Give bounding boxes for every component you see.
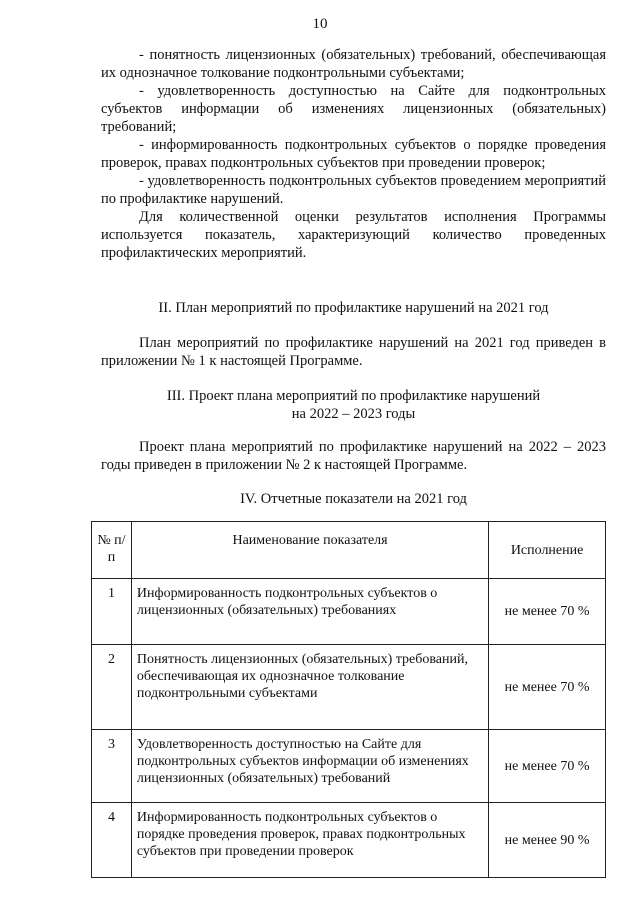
bullet-item: - удовлетворенность подконтрольных субъектов проведением мероприятий по профилактике нарушений. [101, 173, 606, 207]
row-num: 3 [92, 730, 132, 803]
row-name: Удовлетворенность доступностью на Сайте для подконтрольных субъектов информации об изменениях лицензионных (обязательных) требований [131, 730, 488, 803]
table-row [92, 579, 606, 645]
row-exec: не менее 70 % [489, 579, 606, 645]
table-row [92, 730, 606, 803]
row-exec: не менее 70 % [489, 730, 606, 803]
section-2-body [101, 334, 606, 370]
row-name: Понятность лицензионных (обязательных) требований, обеспечивающая их однозначное толкование подконтрольными субъектами [131, 645, 488, 730]
criteria-list [101, 46, 606, 262]
section-3-body [101, 438, 606, 474]
header-exec: Исполнение [489, 522, 606, 579]
section-3-heading [101, 387, 606, 423]
row-exec: не менее 90 % [489, 803, 606, 878]
header-name: Наименование показателя [131, 522, 488, 579]
table-row [92, 803, 606, 878]
row-name: Информированность подконтрольных субъектов о порядке проведения проверок, правах подконтрольных субъектов при проведении проверок [131, 803, 488, 878]
bullet-item: - удовлетворенность доступностью на Сайте для подконтрольных субъектов информации об изменениях лицензионных (обязательных) требований; [101, 83, 606, 135]
bullet-item: - понятность лицензионных (обязательных) требований, обеспечивающая их однозначное толкование подконтрольными субъектами; [101, 47, 606, 81]
section-paragraph: Проект плана мероприятий по профилактике нарушений на 2022 – 2023 годы приведен в приложении № 2 к настоящей Программе. [101, 439, 606, 473]
page-number: 10 [312, 16, 328, 32]
section-heading-line1: III. Проект плана мероприятий по профилактике нарушений [166, 388, 541, 404]
row-name: Информированность подконтрольных субъектов о лицензионных (обязательных) требованиях [131, 579, 488, 645]
section-2-heading [101, 299, 606, 317]
row-num: 4 [92, 803, 132, 878]
table-header-row [92, 522, 606, 579]
section-heading-line2: на 2022 – 2023 годы [291, 406, 416, 422]
row-exec: не менее 70 % [489, 645, 606, 730]
header-num: № п/п [92, 522, 132, 579]
section-heading: IV. Отчетные показатели на 2021 год [240, 491, 467, 507]
section-4-heading [101, 490, 606, 508]
bullet-item: - информированность подконтрольных субъектов о порядке проведения проверок, правах подконтрольных субъектов при проведении проверок; [101, 137, 606, 171]
quant-paragraph: Для количественной оценки результатов исполнения Программы используется показатель, характеризующий количество проведенных профилактических мероприятий. [101, 209, 606, 261]
row-num: 2 [92, 645, 132, 730]
section-paragraph: План мероприятий по профилактике нарушений на 2021 год приведен в приложении № 1 к настоящей Программе. [101, 335, 606, 369]
row-num: 1 [92, 579, 132, 645]
table-row [92, 645, 606, 730]
indicators-table [91, 521, 606, 878]
section-heading: II. План мероприятий по профилактике нарушений на 2021 год [158, 300, 549, 316]
